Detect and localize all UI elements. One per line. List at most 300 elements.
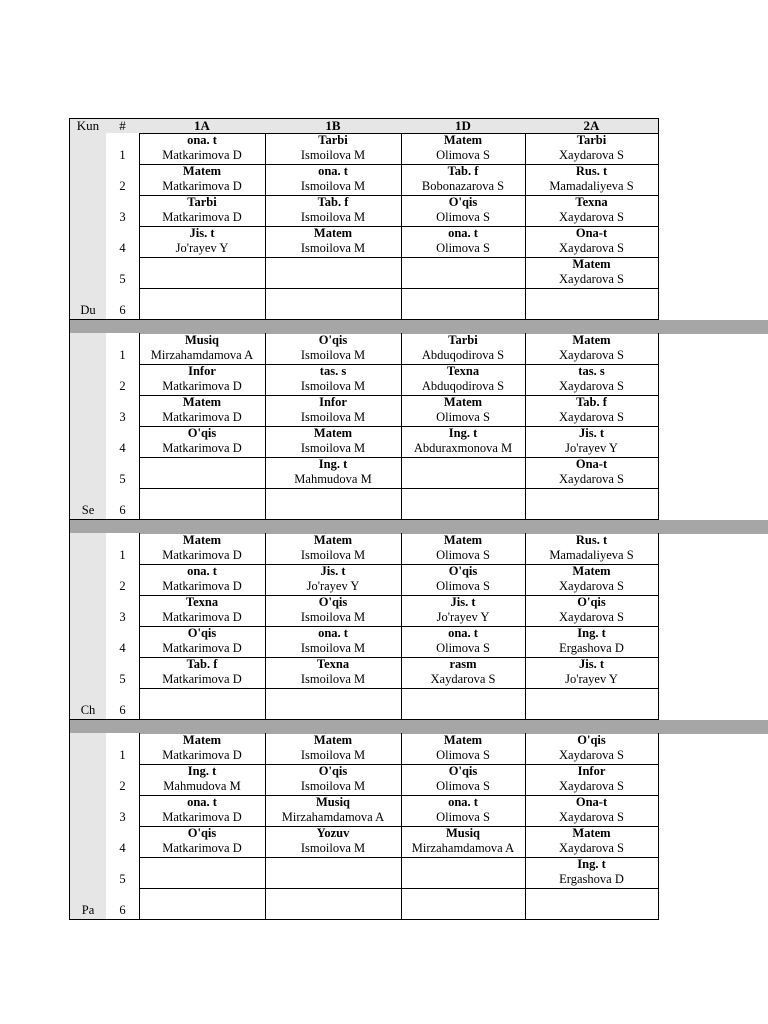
day-separator — [69, 320, 768, 334]
teacher — [265, 872, 401, 887]
lesson-cell-1a — [139, 226, 266, 258]
lesson-cell-1b — [265, 133, 402, 165]
lesson-cell-2a — [525, 257, 659, 289]
lesson-cell-1d — [401, 457, 526, 489]
subject — [139, 457, 265, 472]
period-number: 3 — [119, 810, 126, 824]
period-number-cell — [106, 733, 140, 765]
day-label: Ch — [80, 703, 96, 717]
subject — [265, 257, 401, 272]
teacher: Mirzahamdamova A — [411, 841, 515, 855]
teacher — [525, 903, 658, 918]
subject — [139, 888, 265, 903]
teacher — [401, 303, 525, 318]
lesson-cell-1a — [139, 826, 266, 858]
lesson-cell-2a — [525, 488, 659, 520]
subject: Infor — [577, 764, 606, 778]
day-separator — [69, 720, 768, 734]
period-number-cell — [106, 257, 140, 289]
teacher: Olimova S — [436, 641, 490, 655]
lesson-cell-2a — [525, 888, 659, 920]
subject: Tab. f — [576, 395, 607, 409]
subject: Tarbi — [448, 333, 478, 347]
day-cell — [69, 133, 107, 320]
teacher — [139, 272, 265, 287]
subject: Matem — [572, 257, 611, 271]
lesson-cell-1d — [401, 626, 526, 658]
teacher: Ismoilova M — [300, 179, 366, 193]
teacher: Jo'rayev Y — [565, 441, 618, 455]
teacher: Olimova S — [436, 148, 490, 162]
period-number-cell — [106, 195, 140, 227]
teacher — [401, 472, 525, 487]
period-number-cell — [106, 288, 140, 320]
period-number-cell — [106, 133, 140, 165]
subject: Matem — [313, 533, 353, 547]
subject: O'qis — [187, 826, 217, 840]
lesson-cell-1b — [265, 564, 402, 596]
subject: O'qis — [318, 333, 348, 347]
lesson-cell-2a — [525, 626, 659, 658]
subject: Rus. t — [575, 164, 608, 178]
subject: O'qis — [448, 764, 478, 778]
lesson-cell-1a — [139, 133, 266, 165]
subject: Texna — [185, 595, 219, 609]
subject: Yozuv — [316, 826, 350, 840]
header-number: # — [106, 118, 140, 134]
lesson-cell-1b — [265, 395, 402, 427]
period-number-cell — [106, 626, 140, 658]
teacher — [401, 903, 525, 918]
day-label: Se — [81, 503, 95, 517]
lesson-cell-2a — [525, 595, 659, 627]
lesson-cell-2a — [525, 533, 659, 565]
subject — [401, 457, 525, 472]
lesson-cell-1d — [401, 657, 526, 689]
lesson-cell-1b — [265, 195, 402, 227]
lesson-cell-1b — [265, 857, 402, 889]
subject: tas. s — [578, 364, 605, 378]
period-number-cell — [106, 164, 140, 196]
subject: Tab. f — [186, 657, 218, 671]
period-number: 4 — [119, 641, 126, 655]
day-cell — [69, 733, 107, 920]
teacher: Xaydarova S — [559, 472, 624, 486]
subject: Infor — [188, 364, 216, 378]
teacher: Xaydarova S — [559, 579, 624, 593]
period-number: 3 — [119, 210, 126, 224]
subject: Ona-t — [575, 795, 608, 809]
teacher: Ismoilova M — [300, 548, 366, 562]
day-cell — [69, 533, 107, 720]
lesson-cell-1d — [401, 395, 526, 427]
subject: Jis. t — [579, 657, 604, 671]
lesson-cell-1b — [265, 364, 402, 396]
subject — [401, 257, 525, 272]
lesson-cell-1a — [139, 364, 266, 396]
teacher — [139, 703, 265, 718]
subject — [139, 488, 265, 503]
lesson-cell-2a — [525, 226, 659, 258]
teacher: Xaydarova S — [559, 810, 624, 824]
lesson-cell-1d — [401, 888, 526, 920]
lesson-cell-2a — [525, 564, 659, 596]
subject: ona. t — [318, 626, 348, 640]
day-label: Pa — [81, 903, 95, 917]
lesson-cell-1d — [401, 564, 526, 596]
lesson-cell-1a — [139, 333, 266, 365]
lesson-cell-2a — [525, 657, 659, 689]
subject — [139, 257, 265, 272]
lesson-cell-1b — [265, 657, 402, 689]
subject: Matem — [182, 533, 222, 547]
subject: Matem — [443, 733, 483, 747]
subject: ona. t — [187, 795, 217, 809]
lesson-cell-1b — [265, 457, 402, 489]
lesson-cell-1b — [265, 626, 402, 658]
teacher — [139, 472, 265, 487]
teacher — [525, 303, 658, 318]
subject — [139, 688, 265, 703]
subject — [139, 288, 265, 303]
subject — [265, 288, 401, 303]
lesson-cell-1d — [401, 195, 526, 227]
period-number: 4 — [119, 841, 126, 855]
period-number-cell — [106, 795, 140, 827]
teacher: Abduqodirova S — [421, 379, 505, 393]
teacher: Matkarimova D — [162, 579, 242, 593]
subject: Tab. f — [317, 195, 349, 209]
teacher — [401, 272, 525, 287]
teacher: Matkarimova D — [162, 548, 242, 562]
subject: Matem — [313, 426, 353, 440]
teacher — [139, 903, 265, 918]
lesson-cell-1d — [401, 164, 526, 196]
subject: Ing. t — [577, 857, 606, 871]
subject: Tarbi — [318, 133, 348, 147]
header-class-1a: 1A — [139, 118, 266, 134]
teacher: Olimova S — [436, 779, 490, 793]
teacher: Olimova S — [436, 579, 490, 593]
subject: Tab. f — [447, 164, 479, 178]
teacher: Xaydarova S — [559, 348, 624, 362]
lesson-cell-1a — [139, 764, 266, 796]
period-number: 1 — [119, 548, 126, 562]
teacher: Mamadaliyeva S — [549, 548, 634, 562]
subject: Ona-t — [575, 226, 608, 240]
lesson-cell-1d — [401, 733, 526, 765]
subject: Matem — [572, 564, 611, 578]
teacher: Matkarimova D — [162, 610, 242, 624]
teacher — [401, 872, 525, 887]
lesson-cell-1a — [139, 195, 266, 227]
teacher — [265, 272, 401, 287]
teacher: Ismoilova M — [300, 441, 366, 455]
period-number-cell — [106, 488, 140, 520]
subject: ona. t — [318, 164, 348, 178]
subject: O'qis — [187, 626, 217, 640]
subject: rasm — [449, 657, 477, 671]
teacher: Xaydarova S — [559, 748, 624, 762]
teacher: Matkarimova D — [162, 379, 242, 393]
teacher: Xaydarova S — [559, 241, 624, 255]
lesson-cell-1a — [139, 533, 266, 565]
lesson-cell-1b — [265, 688, 402, 720]
teacher: Ismoilova M — [300, 841, 366, 855]
teacher: Matkarimova D — [162, 641, 242, 655]
teacher: Xaydarova S — [559, 841, 624, 855]
teacher: Ismoilova M — [300, 410, 366, 424]
lesson-cell-1a — [139, 595, 266, 627]
teacher: Bobonazarova S — [421, 179, 505, 193]
teacher: Olimova S — [436, 810, 490, 824]
lesson-cell-1b — [265, 826, 402, 858]
teacher: Xaydarova S — [430, 672, 496, 686]
lesson-cell-1a — [139, 626, 266, 658]
teacher: Olimova S — [436, 241, 490, 255]
teacher: Olimova S — [436, 548, 490, 562]
teacher: Ismoilova M — [300, 610, 366, 624]
teacher — [525, 503, 658, 518]
period-number-cell — [106, 395, 140, 427]
subject: Matem — [313, 733, 353, 747]
day-cell — [69, 333, 107, 520]
lesson-cell-1b — [265, 733, 402, 765]
subject — [401, 857, 525, 872]
teacher: Matkarimova D — [162, 441, 242, 455]
teacher — [139, 303, 265, 318]
subject — [265, 688, 401, 703]
subject: O'qis — [577, 733, 606, 747]
period-number: 2 — [119, 579, 126, 593]
period-number: 6 — [119, 303, 126, 317]
lesson-cell-1a — [139, 888, 266, 920]
lesson-cell-1b — [265, 488, 402, 520]
subject: Matem — [182, 733, 222, 747]
subject: Rus. t — [575, 533, 608, 547]
subject: tas. s — [319, 364, 347, 378]
subject: Ona-t — [575, 457, 608, 471]
lesson-cell-2a — [525, 364, 659, 396]
subject: ona. t — [448, 226, 478, 240]
lesson-cell-1d — [401, 595, 526, 627]
lesson-cell-1d — [401, 333, 526, 365]
subject: Infor — [319, 395, 347, 409]
subject: Ing. t — [577, 626, 606, 640]
teacher: Matkarimova D — [162, 210, 242, 224]
teacher: Olimova S — [436, 410, 490, 424]
subject: Jis. t — [320, 564, 346, 578]
subject: Musiq — [184, 333, 220, 347]
lesson-cell-1a — [139, 257, 266, 289]
teacher: Mamadaliyeva S — [549, 179, 634, 193]
period-number: 2 — [119, 179, 126, 193]
period-number-cell — [106, 564, 140, 596]
lesson-cell-1b — [265, 795, 402, 827]
teacher: Ismoilova M — [300, 348, 366, 362]
lesson-cell-2a — [525, 733, 659, 765]
lesson-cell-1a — [139, 164, 266, 196]
subject — [265, 857, 401, 872]
subject: O'qis — [577, 595, 606, 609]
subject: Matem — [572, 826, 611, 840]
lesson-cell-1d — [401, 133, 526, 165]
teacher: Mirzahamdamova A — [150, 348, 254, 362]
subject — [401, 488, 525, 503]
subject: Ing. t — [318, 457, 348, 471]
teacher: Olimova S — [436, 748, 490, 762]
lesson-cell-2a — [525, 688, 659, 720]
lesson-cell-2a — [525, 288, 659, 320]
teacher: Matkarimova D — [162, 810, 242, 824]
teacher — [401, 703, 525, 718]
teacher: Jo'rayev Y — [175, 241, 229, 255]
period-number-cell — [106, 857, 140, 889]
lesson-cell-2a — [525, 826, 659, 858]
teacher: Ismoilova M — [300, 379, 366, 393]
teacher: Xaydarova S — [559, 410, 624, 424]
period-number: 3 — [119, 610, 126, 624]
teacher: Matkarimova D — [162, 672, 242, 686]
subject: Ing. t — [448, 426, 478, 440]
subject: Tarbi — [187, 195, 217, 209]
lesson-cell-1a — [139, 564, 266, 596]
teacher — [139, 503, 265, 518]
period-number-cell — [106, 226, 140, 258]
period-number: 5 — [119, 472, 126, 486]
teacher: Matkarimova D — [162, 748, 242, 762]
subject — [525, 888, 658, 903]
header-class-1d: 1D — [401, 118, 526, 134]
day-separator — [69, 520, 768, 534]
teacher: Mirzahamdamova A — [281, 810, 385, 824]
subject: Texna — [316, 657, 350, 671]
teacher: Xaydarova S — [559, 379, 624, 393]
lesson-cell-2a — [525, 795, 659, 827]
lesson-cell-1d — [401, 426, 526, 458]
subject: Jis. t — [579, 426, 604, 440]
subject: ona. t — [187, 133, 217, 147]
teacher — [265, 903, 401, 918]
teacher: Ergashova D — [559, 872, 624, 886]
teacher: Matkarimova D — [162, 148, 242, 162]
lesson-cell-2a — [525, 195, 659, 227]
lesson-cell-1a — [139, 857, 266, 889]
subject: Musiq — [315, 795, 351, 809]
teacher: Jo'rayev Y — [306, 579, 360, 593]
subject — [265, 488, 401, 503]
lesson-cell-1d — [401, 488, 526, 520]
teacher: Abduqodirova S — [421, 348, 505, 362]
subject — [401, 288, 525, 303]
lesson-cell-2a — [525, 857, 659, 889]
teacher: Ismoilova M — [300, 748, 366, 762]
period-number: 1 — [119, 748, 126, 762]
subject — [525, 288, 658, 303]
period-number-cell — [106, 457, 140, 489]
lesson-cell-1d — [401, 857, 526, 889]
lesson-cell-1b — [265, 888, 402, 920]
lesson-cell-1b — [265, 257, 402, 289]
period-number: 1 — [119, 148, 126, 162]
lesson-cell-1b — [265, 288, 402, 320]
period-number: 4 — [119, 241, 126, 255]
subject: O'qis — [448, 564, 478, 578]
period-number: 4 — [119, 441, 126, 455]
header-class-1b: 1B — [265, 118, 402, 134]
subject: Matem — [443, 533, 483, 547]
subject: Matem — [443, 395, 483, 409]
lesson-cell-1d — [401, 533, 526, 565]
lesson-cell-1a — [139, 688, 266, 720]
lesson-cell-2a — [525, 395, 659, 427]
lesson-cell-2a — [525, 764, 659, 796]
teacher: Ergashova D — [559, 641, 624, 655]
teacher — [265, 503, 401, 518]
subject: O'qis — [448, 195, 478, 209]
subject: Matem — [182, 164, 222, 178]
lesson-cell-1d — [401, 257, 526, 289]
lesson-cell-1d — [401, 795, 526, 827]
subject: Musiq — [445, 826, 481, 840]
teacher — [265, 303, 401, 318]
lesson-cell-2a — [525, 426, 659, 458]
subject: Texna — [575, 195, 608, 209]
subject: O'qis — [318, 595, 348, 609]
lesson-cell-1d — [401, 226, 526, 258]
subject: ona. t — [187, 564, 217, 578]
teacher: Mahmudova M — [163, 779, 241, 793]
period-number-cell — [106, 595, 140, 627]
lesson-cell-2a — [525, 457, 659, 489]
teacher: Xaydarova S — [559, 210, 624, 224]
period-number: 6 — [119, 903, 126, 917]
lesson-cell-1a — [139, 488, 266, 520]
header-kun: Kun — [69, 118, 107, 134]
period-number: 1 — [119, 348, 126, 362]
subject — [525, 488, 658, 503]
lesson-cell-1d — [401, 764, 526, 796]
lesson-cell-1a — [139, 733, 266, 765]
subject — [401, 888, 525, 903]
teacher — [265, 703, 401, 718]
teacher: Xaydarova S — [559, 610, 624, 624]
lesson-cell-1a — [139, 657, 266, 689]
teacher: Abduraxmonova M — [413, 441, 513, 455]
lesson-cell-2a — [525, 333, 659, 365]
lesson-cell-1b — [265, 333, 402, 365]
period-number: 2 — [119, 779, 126, 793]
subject: Jis. t — [189, 226, 215, 240]
subject: Ing. t — [187, 764, 217, 778]
teacher: Matkarimova D — [162, 179, 242, 193]
lesson-cell-1d — [401, 826, 526, 858]
lesson-cell-1b — [265, 226, 402, 258]
teacher: Ismoilova M — [300, 210, 366, 224]
teacher: Ismoilova M — [300, 148, 366, 162]
period-number-cell — [106, 826, 140, 858]
subject: ona. t — [448, 626, 478, 640]
period-number: 3 — [119, 410, 126, 424]
teacher: Matkarimova D — [162, 410, 242, 424]
lesson-cell-1a — [139, 288, 266, 320]
subject: Matem — [313, 226, 353, 240]
period-number: 5 — [119, 272, 126, 286]
subject — [525, 688, 658, 703]
period-number: 5 — [119, 672, 126, 686]
subject: Matem — [572, 333, 611, 347]
subject: Matem — [182, 395, 222, 409]
